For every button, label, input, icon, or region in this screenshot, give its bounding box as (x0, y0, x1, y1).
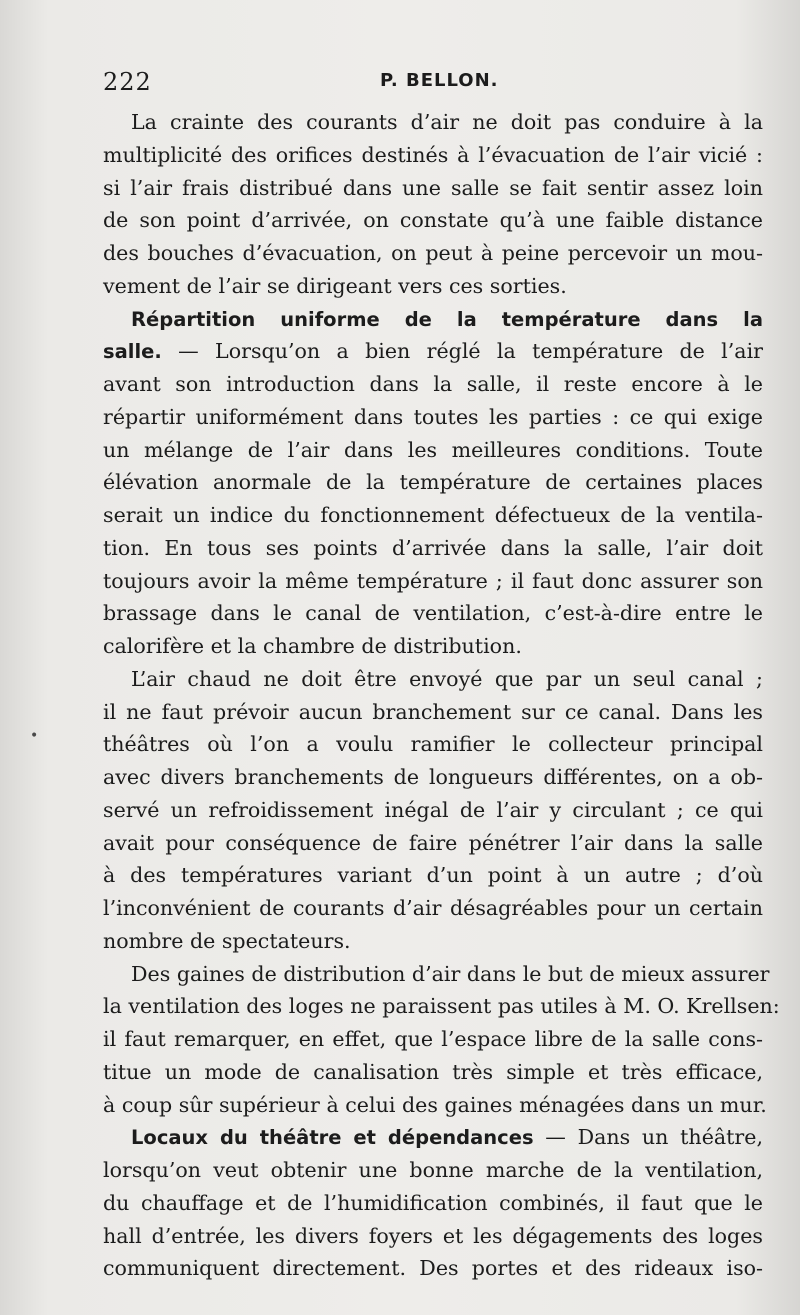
text-line: La crainte des courants d’air ne doit pas conduire à la (131, 110, 763, 134)
text-line: à coup sûr supérieur à celui des gaines ménagées dans un mur. (103, 1092, 767, 1117)
page-number: 222 (103, 68, 152, 96)
text-line: avant son introduction dans la salle, il reste encore à le (103, 372, 763, 396)
text-line: servé un refroidissement inégal de l’air y circulant ; ce qui (103, 797, 763, 822)
text-line: Des gaines de distribution d’air dans le but de mieux assurer (131, 961, 770, 986)
section-heading-repartition: Répartition uniforme de la température dans la (131, 307, 763, 331)
text-line: élévation anormale de la température de certaines places (103, 470, 763, 495)
text-line: du chauffage et de l’humidification combinés, il faut que le (103, 1190, 763, 1215)
text-line: de son point d’arrivée, on constate qu’à une faible distance (103, 208, 763, 233)
section-heading-line (103, 303, 763, 336)
text-line: lorsqu’on veut obtenir une bonne marche de la ventilation, (103, 1158, 763, 1182)
page-header (103, 68, 763, 102)
text-line: si l’air frais distribué dans une salle se fait sentir assez loin (103, 175, 763, 200)
text-line: titue un mode de canalisation très simple et très efficace, (103, 1059, 763, 1084)
section-heading-repartition-end: salle. (103, 340, 162, 364)
text-line: hall d’entrée, les divers foyers et les dégagements des loges (103, 1223, 763, 1248)
text-line: il ne faut prévoir aucun branchement sur ce canal. Dans les (103, 699, 763, 724)
text-line: des bouches d’évacuation, on peut à peine percevoir un mou- (103, 241, 763, 265)
text-line: il faut remarquer, en effet, que l’espace libre de la salle cons- (103, 1027, 763, 1051)
text-line: communiquent directement. Des portes et des rideaux iso- (103, 1256, 763, 1281)
text-line: l’inconvénient de courants d’air désagréables pour un certain (103, 896, 763, 920)
body-text (103, 106, 780, 1285)
ink-speck: • (30, 728, 39, 744)
text-line: à des températures variant d’un point à un autre ; d’où (103, 863, 763, 888)
section-heading-locaux: Locaux du théâtre et dépendances (131, 1126, 534, 1150)
text-line: un mélange de l’air dans les meilleures conditions. Toute (103, 437, 763, 462)
text-line: toujours avoir la même température ; il faut donc assurer son (103, 568, 763, 593)
text-line: vement de l’air se dirigeant vers ces sorties. (103, 273, 567, 298)
text-line: tion. En tous ses points d’arrivée dans la salle, l’air doit (103, 535, 763, 560)
running-head: P. BELLON. (380, 70, 499, 91)
text-line: L’air chaud ne doit être envoyé que par un seul canal ; (131, 666, 763, 691)
text-line (103, 335, 763, 368)
text-line: avait pour conséquence de faire pénétrer l’air dans la salle (103, 830, 763, 855)
text-line: nombre de spectateurs. (103, 928, 351, 953)
text-line: répartir uniformément dans toutes les parties : ce qui exige (103, 404, 763, 429)
text-line: multiplicité des orifices destinés à l’évacuation de l’air vicié : (103, 142, 763, 167)
text-line: serait un indice du fonctionnement défectueux de la ventila- (103, 503, 763, 527)
text-line: calorifère et la chambre de distribution. (103, 634, 522, 658)
text-line: la ventilation des loges ne paraissent pas utiles à M. O. Krellsen: (103, 994, 780, 1019)
text-line (103, 1121, 763, 1154)
text-fragment: — Lorsqu’on a bien réglé la température de l’air (178, 339, 763, 364)
text-line: avec divers branchements de longueurs différentes, on a ob- (103, 765, 763, 789)
text-line: théâtres où l’on a voulu ramifier le collecteur principal (103, 732, 763, 757)
text-fragment: — Dans un théâtre, (545, 1125, 764, 1150)
text-line: brassage dans le canal de ventilation, c’est-à-dire entre le (103, 601, 763, 626)
